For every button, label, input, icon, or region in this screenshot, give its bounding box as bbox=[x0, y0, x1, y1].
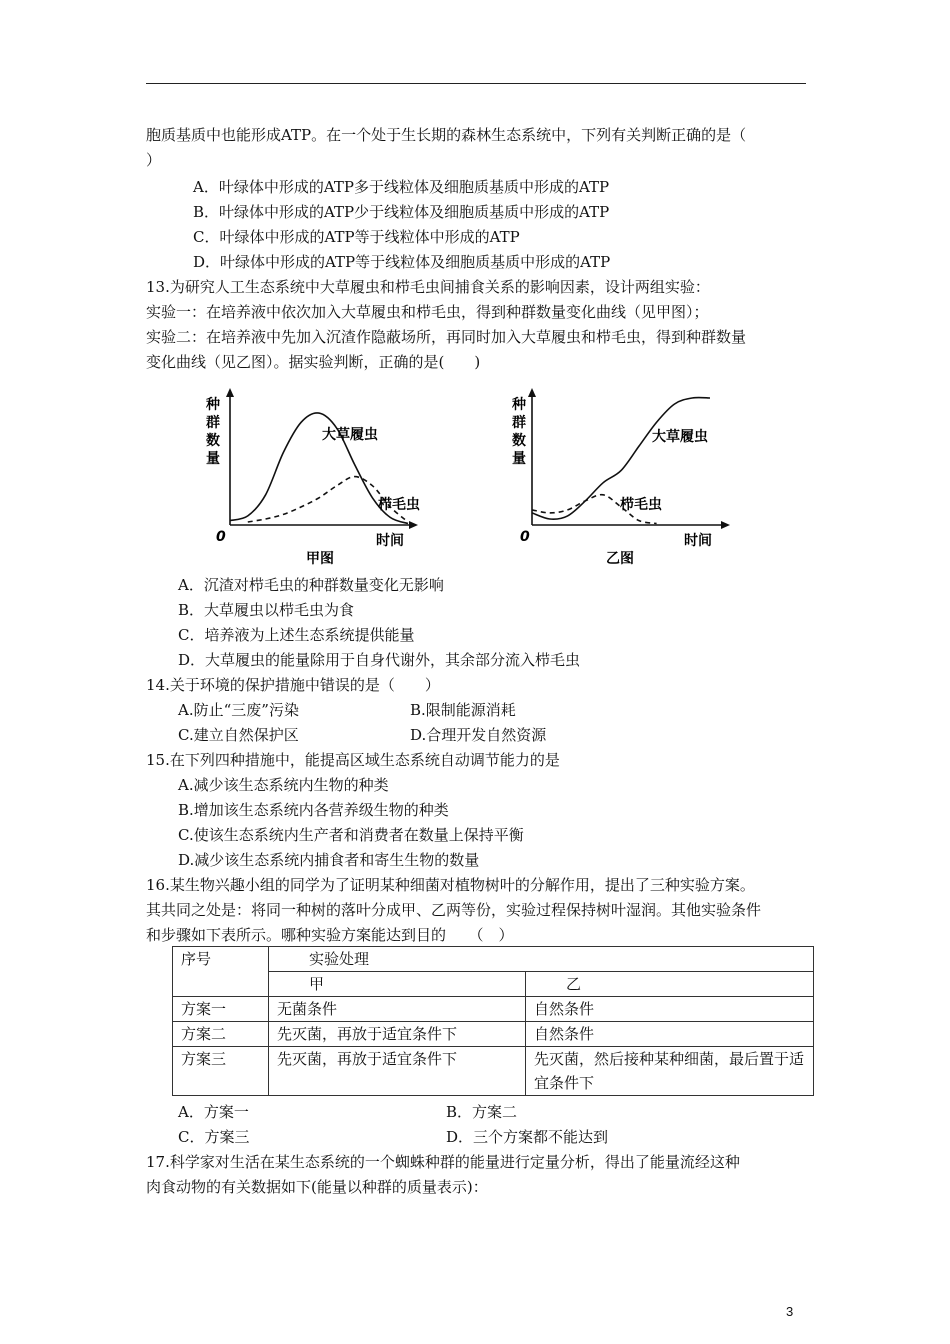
q13-stem-3: 实验二：在培养液中先加入沉渣作隐蔽场所，再同时加入大草履虫和栉毛虫，得到种群数量 bbox=[146, 328, 747, 346]
table-row bbox=[173, 1047, 814, 1096]
page-number: 3 bbox=[786, 1304, 794, 1319]
chart-yi-ylabel-1: 群 bbox=[512, 415, 526, 431]
header-rule bbox=[146, 83, 806, 84]
chart-jia-title: 甲图 bbox=[306, 551, 334, 567]
chart-yi-ylabel-0: 种 bbox=[512, 397, 526, 413]
chart-yi-x-arrow bbox=[721, 521, 730, 529]
chart-jia-y-arrow bbox=[226, 388, 234, 397]
chart-yi-ylabel-2: 数 bbox=[512, 433, 526, 449]
q16-table bbox=[172, 946, 814, 1096]
q12-option-d: D．叶绿体中形成的ATP等于线粒体及细胞质基质中形成的ATP bbox=[193, 253, 611, 271]
table-cell-name: 方案二 bbox=[173, 1022, 269, 1047]
q16-option-c: C．方案三 bbox=[178, 1128, 250, 1146]
q15-option-a: A.减少该生态系统内生物的种类 bbox=[178, 776, 389, 794]
table-cell-jia: 先灭菌，再放于适宜条件下 bbox=[269, 1022, 526, 1047]
q12-option-b: B．叶绿体中形成的ATP少于线粒体及细胞质基质中形成的ATP bbox=[193, 203, 610, 221]
intro-line-2: ） bbox=[146, 151, 162, 169]
chart-jia-origin: 0 bbox=[216, 529, 226, 545]
table-cell-yi: 自然条件 bbox=[526, 997, 814, 1022]
q16-stem-3: 和步骤如下表所示。哪种实验方案能达到目的 （ ） bbox=[146, 926, 514, 944]
q16-option-b: B．方案二 bbox=[446, 1103, 518, 1121]
q16-option-d: D．三个方案都不能达到 bbox=[446, 1128, 609, 1146]
q13-option-d: D．大草履虫的能量除用于自身代谢外，其余部分流入栉毛虫 bbox=[178, 651, 581, 669]
chart-jia-x-arrow bbox=[409, 521, 418, 529]
chart-jia-series-label-0: 大草履虫 bbox=[322, 427, 378, 443]
q12-option-c: C．叶绿体中形成的ATP等于线粒体中形成的ATP bbox=[193, 228, 520, 246]
chart-jia-ylabel-3: 量 bbox=[206, 451, 220, 467]
q15-option-d: D.减少该生态系统内捕食者和寄生生物的数量 bbox=[178, 851, 480, 869]
q14-option-a: A.防止“三废”污染 bbox=[178, 701, 299, 719]
chart-jia-ylabel-1: 群 bbox=[206, 415, 220, 431]
q16-stem-2: 其共同之处是：将同一种树的落叶分成甲、乙两等份，实验过程保持树叶湿润。其他实验条件 bbox=[146, 901, 762, 919]
q13-stem-2: 实验一：在培养液中依次加入大草履虫和栉毛虫，得到种群数量变化曲线（见甲图）； bbox=[146, 303, 709, 321]
chart-yi-ylabel-3: 量 bbox=[512, 451, 526, 467]
q14-option-c: C.建立自然保护区 bbox=[178, 726, 299, 744]
table-cell-name: 方案三 bbox=[173, 1047, 269, 1096]
q15-option-b: B.增加该生态系统内各营养级生物的种类 bbox=[178, 801, 449, 819]
q17-stem-2: 肉食动物的有关数据如下(能量以种群的质量表示)： bbox=[146, 1178, 488, 1196]
table-cell-jia: 先灭菌，再放于适宜条件下 bbox=[269, 1047, 526, 1096]
chart-jia-ylabel-0: 种 bbox=[206, 397, 220, 413]
q13-option-b: B．大草履虫以栉毛虫为食 bbox=[178, 601, 355, 619]
table-header-seq: 序号 bbox=[173, 947, 269, 997]
table-subheader-row bbox=[173, 972, 814, 997]
chart-jia bbox=[200, 385, 430, 575]
q13-stem-1: 13.为研究人工生态系统中大草履虫和栉毛虫间捕食关系的影响因素，设计两组实验： bbox=[146, 278, 710, 296]
q15-stem: 15.在下列四种措施中，能提高区域生态系统自动调节能力的是 bbox=[146, 751, 560, 769]
q13-option-c: C．培养液为上述生态系统提供能量 bbox=[178, 626, 415, 644]
table-row bbox=[173, 997, 814, 1022]
table-row bbox=[173, 1022, 814, 1047]
table-cell-name: 方案一 bbox=[173, 997, 269, 1022]
q14-option-b: B.限制能源消耗 bbox=[410, 701, 516, 719]
chart-yi-series-label-1: 栉毛虫 bbox=[620, 497, 662, 513]
q15-option-c: C.使该生态系统内生产者和消费者在数量上保持平衡 bbox=[178, 826, 524, 844]
chart-jia-series-label-1: 栉毛虫 bbox=[378, 497, 420, 513]
chart-jia-xlabel: 时间 bbox=[376, 533, 404, 549]
intro-line-1: 胞质基质中也能形成ATP。在一个处于生长期的森林生态系统中，下列有关判断正确的是（ bbox=[146, 126, 747, 144]
table-cell-yi: 先灭菌，然后接种某种细菌，最后置于适宜条件下 bbox=[526, 1047, 814, 1096]
chart-yi-y-arrow bbox=[528, 388, 536, 397]
table-cell-yi: 自然条件 bbox=[526, 1022, 814, 1047]
q13-option-a: A．沉渣对栉毛虫的种群数量变化无影响 bbox=[178, 576, 444, 594]
chart-jia-ylabel-2: 数 bbox=[206, 433, 220, 449]
table-header-yi: 乙 bbox=[526, 972, 814, 997]
q16-option-a: A．方案一 bbox=[178, 1103, 249, 1121]
chart-yi-title: 乙图 bbox=[606, 551, 634, 567]
table-header-jia: 甲 bbox=[269, 972, 526, 997]
q13-stem-4: 变化曲线（见乙图）。据实验判断，正确的是( ) bbox=[146, 353, 481, 371]
q16-stem-1: 16.某生物兴趣小组的同学为了证明某种细菌对植物树叶的分解作用，提出了三种实验方案。 bbox=[146, 876, 755, 894]
table-header-treatment: 实验处理 bbox=[269, 947, 814, 972]
chart-yi-series-label-0: 大草履虫 bbox=[652, 429, 708, 445]
chart-yi-origin: 0 bbox=[520, 529, 530, 545]
table-cell-jia: 无菌条件 bbox=[269, 997, 526, 1022]
q14-stem: 14.关于环境的保护措施中错误的是（ ） bbox=[146, 676, 440, 694]
chart-yi bbox=[502, 385, 742, 575]
q14-option-d: D.合理开发自然资源 bbox=[410, 726, 547, 744]
table-header-row bbox=[173, 947, 814, 972]
q12-option-a: A．叶绿体中形成的ATP多于线粒体及细胞质基质中形成的ATP bbox=[193, 178, 610, 196]
q17-stem-1: 17.科学家对生活在某生态系统的一个蜘蛛种群的能量进行定量分析，得出了能量流经这种 bbox=[146, 1153, 740, 1171]
chart-yi-xlabel: 时间 bbox=[684, 533, 712, 549]
